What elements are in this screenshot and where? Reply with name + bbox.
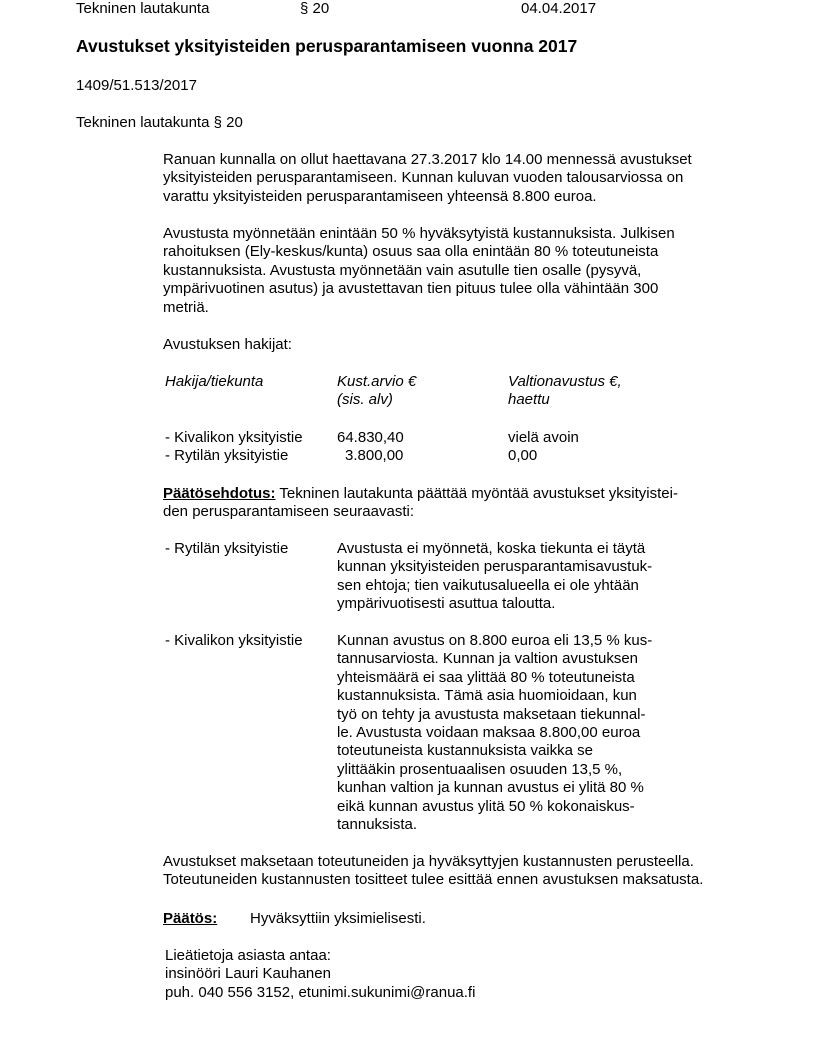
payment-line: Toteutuneiden kustannusten tositteet tulee esittää ennen avustuksen maksatusta. (163, 871, 704, 889)
decision-road-name: - Rytilän yksityistie (165, 540, 289, 557)
payment-paragraph (163, 853, 763, 890)
decision-label: Päätös: (163, 910, 218, 927)
rules-line: rahoituksen (Ely-keskus/kunta) osuus saa olla enintään 80 % toteutuneista (163, 243, 659, 261)
decision-line: sen ehtoja; tien vaikutusalueella ei ole yhtään (337, 576, 639, 594)
contact-line: puh. 040 556 3152, etunimi.sukunimi@ranua.fi (165, 983, 476, 1001)
decision-line: toteutuneista kustannuksista vaikka se (337, 742, 593, 760)
decision-road-name: - Kivalikon yksityistie (165, 632, 303, 649)
decision-line: tannusarviosta. Kunnan ja valtion avustuksen (337, 650, 639, 668)
table-header-applicant: Hakija/tiekunta (165, 373, 264, 390)
table-header-cost-note: (sis. alv) (337, 391, 393, 408)
decision-line: ympärivuotisesti asuttua taloutta. (337, 595, 556, 613)
decision-line: ylittääkin prosentuaalisen osuuden 13,5 %, (337, 760, 623, 778)
decision-line: kunnan yksityisteiden perusparantamisavustuk- (337, 558, 653, 576)
decision-road-text (337, 632, 737, 834)
table-header-state-aid-note: haettu (508, 391, 550, 408)
reference-number: 1409/51.513/2017 (76, 77, 197, 94)
rules-line: ympärivuotinen asutus) ja avustettavan tien pituus tulee olla vähintään 300 (163, 280, 659, 298)
rules-line: Avustusta myönnetään enintään 50 % hyväksytyistä kustannuksista. Julkisen (163, 225, 675, 242)
decision-line: kustannuksista. Tämä asia huomioidaan, kun (337, 687, 637, 705)
rules-paragraph (163, 225, 763, 317)
decision-line: eikä kunnan avustus ylitä 50 % kokonaiskus- (337, 797, 635, 815)
rules-line: metriä. (163, 298, 209, 316)
decision-line: yhteismäärä ei saa ylittää 80 % toteutuneista (337, 668, 635, 686)
decision-line: le. Avustusta voidaan maksaa 8.800,00 euroa (337, 724, 641, 742)
table-row-cost: 64.830,40 (337, 429, 404, 446)
intro-line: varattu yksityisteiden perusparantamiseen yhteensä 8.800 euroa. (163, 187, 597, 205)
intro-line: yksityisteiden perusparantamiseen. Kunnan kuluvan vuoden talousarviossa on (163, 169, 684, 187)
table-row-state-aid: 0,00 (508, 447, 538, 464)
decision-line: Avustusta ei myönnetä, koska tiekunta ei täytä (337, 540, 646, 557)
header-date: 04.04.2017 (521, 0, 597, 17)
proposal-line-1 (163, 485, 678, 503)
header-section: § 20 (300, 0, 330, 17)
proposal-label: Päätösehdotus: (163, 485, 276, 502)
proposal-text: Tekninen lautakunta päättää myöntää avustukset yksityistei- (279, 485, 678, 502)
decision-line: kunhan valtion ja kunnan avustus ei ylitä 80 % (337, 779, 644, 797)
decision-line: työ on tehty ja avustusta maksetaan tiekunnal- (337, 705, 646, 723)
payment-line: Avustukset maksetaan toteutuneiden ja hyväksyttyjen kustannusten perusteella. (163, 853, 694, 870)
decision-line: Kunnan avustus on 8.800 euroa eli 13,5 % kus- (337, 632, 653, 649)
table-row-cost: 3.800,00 (345, 447, 404, 464)
contact-line: insinööri Lauri Kauhanen (165, 965, 331, 983)
proposal-line-2: den perusparantamiseen seuraavasti: (163, 503, 414, 520)
table-row-name: - Rytilän yksityistie (165, 447, 289, 464)
rules-line: kustannuksista. Avustusta myönnetään vain asutulle tien osalle (pysyvä, (163, 261, 642, 279)
committee-section: Tekninen lautakunta § 20 (76, 114, 243, 131)
header-committee: Tekninen lautakunta (76, 0, 210, 17)
contact-block (165, 947, 765, 1002)
intro-line: Ranuan kunnalla on ollut haettavana 27.3.2017 klo 14.00 mennessä avustukset (163, 151, 692, 168)
contact-line: Lieätietoja asiasta antaa: (165, 947, 331, 964)
decision-road-text (337, 540, 737, 614)
table-row-state-aid: vielä avoin (508, 429, 579, 446)
table-row-name: - Kivalikon yksityistie (165, 429, 303, 446)
decision-line: tannuksista. (337, 816, 418, 834)
intro-paragraph (163, 151, 763, 206)
applicants-heading: Avustuksen hakijat: (163, 336, 292, 353)
table-header-cost: Kust.arvio € (337, 373, 417, 390)
document-title: Avustukset yksityisteiden perusparantamiseen vuonna 2017 (76, 36, 578, 56)
decision-text: Hyväksyttiin yksimielisesti. (250, 910, 426, 927)
table-header-state-aid: Valtionavustus €, (508, 373, 622, 390)
